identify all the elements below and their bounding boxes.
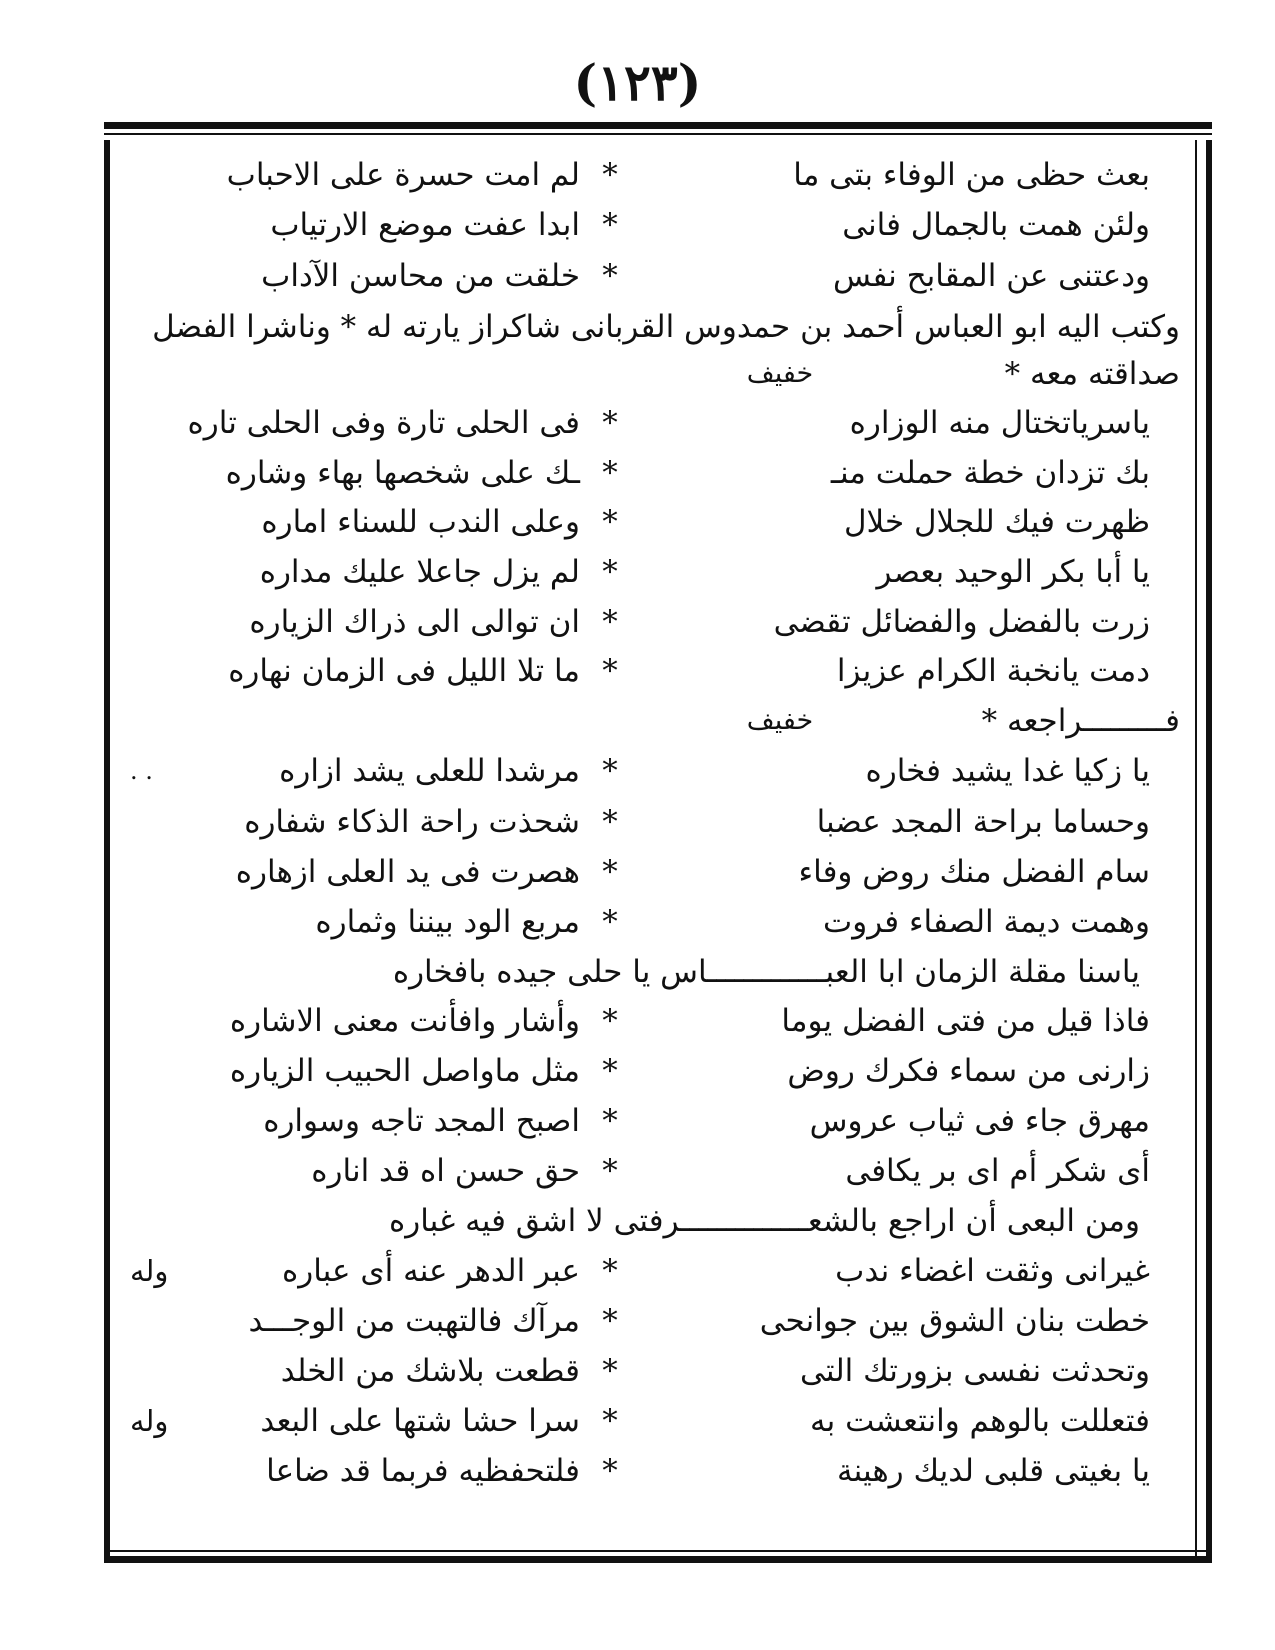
verse-first-hemistich: مهرق جاء فى ثياب عروس bbox=[809, 1103, 1150, 1139]
verse-line bbox=[120, 1146, 1190, 1196]
verse-first-hemistich: بعث حظى من الوفاء بتى ما bbox=[793, 157, 1150, 193]
verse-line bbox=[120, 746, 1190, 796]
hemistich-separator: * bbox=[602, 1053, 618, 1089]
hemistich-separator: * bbox=[602, 258, 618, 294]
hemistich-separator: * bbox=[602, 1253, 618, 1289]
verse-line bbox=[120, 1346, 1190, 1396]
hemistich-separator: * bbox=[602, 1003, 618, 1039]
hemistich-separator: * bbox=[602, 405, 618, 441]
verse-first-hemistich: بك تزدان خطة حملت منـ bbox=[830, 455, 1150, 491]
hemistich-separator: * bbox=[602, 1153, 618, 1189]
top-border-rule bbox=[104, 122, 1212, 129]
hemistich-separator: * bbox=[602, 1403, 618, 1439]
hemistich-separator: * bbox=[602, 1103, 618, 1139]
verse-second-hemistich: لم امت حسرة على الاحباب bbox=[226, 157, 580, 193]
verse-first-hemistich: يا أبا بكر الوحيد بعصر bbox=[876, 554, 1150, 590]
verse-second-hemistich: شحذت راحة الذكاء شفاره bbox=[244, 804, 580, 840]
verse-second-hemistich: سرا حشا شتها على البعد bbox=[260, 1403, 580, 1439]
page-text-body bbox=[120, 150, 1190, 1546]
verse-second-hemistich: ان توالى الى ذراك الزياره bbox=[249, 604, 580, 640]
verse-second-hemistich: عبر الدهر عنه أى عباره bbox=[281, 1253, 580, 1289]
verse-line bbox=[120, 1196, 1190, 1246]
verse-second-hemistich: مثل ماواصل الحبيب الزياره bbox=[229, 1053, 580, 1089]
verse-first-hemistich: ودعتنى عن المقابح نفس bbox=[832, 258, 1150, 294]
verse-second-hemistich: هصرت فى يد العلى ازهاره bbox=[235, 854, 580, 890]
hemistich-separator: * bbox=[602, 753, 618, 789]
verse-line bbox=[120, 646, 1190, 696]
verse-first-hemistich: ظهرت فيك للجلال خلال bbox=[843, 504, 1150, 540]
prose-text: فـــــــــراجعه * bbox=[981, 703, 1180, 739]
verse-second-hemistich: قطعت بلاشك من الخلد bbox=[280, 1353, 580, 1389]
hemistich-separator: * bbox=[602, 455, 618, 491]
meter-label: خفيف bbox=[746, 358, 814, 389]
verse-line bbox=[120, 996, 1190, 1046]
hemistich-separator: * bbox=[602, 1453, 618, 1489]
prose-text: صداقته معه * bbox=[1004, 356, 1180, 392]
verse-line bbox=[120, 497, 1190, 547]
left-border-rule bbox=[104, 140, 110, 1556]
verse-full-line: ياسنا مقلة الزمان ابا العبـــــــــــــاس يا حلى جيده بافخاره bbox=[392, 954, 1140, 990]
hemistich-separator: * bbox=[602, 1303, 618, 1339]
verse-first-hemistich: وحساما براحة المجد عضبا bbox=[816, 804, 1150, 840]
verse-first-hemistich: ياسرياتختال منه الوزاره bbox=[849, 405, 1150, 441]
verse-first-hemistich: خطت بنان الشوق بين جوانحى bbox=[759, 1303, 1150, 1339]
hemistich-separator: * bbox=[602, 653, 618, 689]
hemistich-separator: * bbox=[602, 904, 618, 940]
verse-line bbox=[120, 847, 1190, 897]
verse-second-hemistich: حق حسن اه قد اناره bbox=[311, 1153, 580, 1189]
verse-line bbox=[120, 1396, 1190, 1446]
bottom-border-rule-inner bbox=[104, 1550, 1212, 1552]
verse-second-hemistich: فى الحلى تارة وفى الحلى تاره bbox=[187, 405, 580, 441]
prose-text: وكتب اليه ابو العباس أحمد بن حمدوس القربانى شاكراز يارته له * وناشرا الفضل bbox=[152, 309, 1180, 345]
hemistich-separator: * bbox=[602, 1353, 618, 1389]
verse-first-hemistich: سام الفضل منك روض وفاء bbox=[798, 854, 1150, 890]
verse-first-hemistich: يا بغيتى قلبى لديك رهينة bbox=[836, 1453, 1150, 1489]
margin-dots: . . bbox=[130, 757, 153, 785]
right-border-rule bbox=[1206, 140, 1212, 1556]
verse-second-hemistich: ما تلا الليل فى الزمان نهاره bbox=[228, 653, 580, 689]
bottom-border-rule bbox=[104, 1556, 1212, 1563]
verse-line bbox=[120, 398, 1190, 448]
margin-note: وله bbox=[130, 1404, 169, 1438]
verse-line bbox=[120, 200, 1190, 250]
verse-first-hemistich: غيرانى وثقت اغضاء ندب bbox=[835, 1253, 1150, 1289]
margin-note: وله bbox=[130, 1254, 169, 1288]
hemistich-separator: * bbox=[602, 804, 618, 840]
hemistich-separator: * bbox=[602, 854, 618, 890]
hemistich-separator: * bbox=[602, 504, 618, 540]
verse-line bbox=[120, 947, 1190, 997]
hemistich-separator: * bbox=[602, 157, 618, 193]
verse-first-hemistich: زرت بالفضل والفضائل تقضى bbox=[773, 604, 1150, 640]
verse-second-hemistich: فلتحفظيه فربما قد ضاعا bbox=[266, 1453, 580, 1489]
hemistich-separator: * bbox=[602, 554, 618, 590]
verse-line bbox=[120, 1296, 1190, 1346]
verse-second-hemistich: لم يزل جاعلا عليك مداره bbox=[259, 554, 580, 590]
top-border-rule-inner bbox=[104, 133, 1212, 135]
verse-first-hemistich: أى شكر أم اى بر يكافى bbox=[845, 1153, 1150, 1189]
verse-first-hemistich: زارنى من سماء فكرك روض bbox=[787, 1053, 1150, 1089]
verse-second-hemistich: مرآك فالتهبت من الوجـــد bbox=[248, 1303, 580, 1339]
verse-line bbox=[120, 897, 1190, 947]
verse-first-hemistich: فتعللت بالوهم وانتعشت به bbox=[809, 1403, 1150, 1439]
verse-line bbox=[120, 1046, 1190, 1096]
verse-second-hemistich: ـك على شخصها بهاء وشاره bbox=[225, 455, 580, 491]
verse-second-hemistich: خلقت من محاسن الآداب bbox=[261, 258, 580, 294]
page-number: (١٢٣) bbox=[573, 53, 702, 112]
verse-first-hemistich: فاذا قيل من فتى الفضل يوما bbox=[781, 1003, 1150, 1039]
verse-full-line: ومن البعى أن اراجع بالشعــــــــــــــرفتى لا اشق فيه غباره bbox=[389, 1203, 1140, 1239]
verse-line bbox=[120, 251, 1190, 301]
verse-first-hemistich: وتحدثت نفسى بزورتك التى bbox=[800, 1353, 1150, 1389]
verse-second-hemistich: مرشدا للعلى يشد ازاره bbox=[279, 753, 580, 789]
verse-line bbox=[120, 597, 1190, 647]
prose-line bbox=[120, 696, 1190, 746]
prose-line bbox=[120, 349, 1190, 399]
verse-second-hemistich: اصبح المجد تاجه وسواره bbox=[263, 1103, 580, 1139]
verse-first-hemistich: يا زكيا غدا يشيد فخاره bbox=[865, 753, 1150, 789]
verse-first-hemistich: ولئن همت بالجمال فانى bbox=[842, 207, 1150, 243]
verse-line bbox=[120, 150, 1190, 200]
verse-line bbox=[120, 448, 1190, 498]
meter-label: خفيف bbox=[746, 705, 814, 736]
right-border-rule-inner bbox=[1195, 140, 1197, 1556]
verse-line bbox=[120, 1096, 1190, 1146]
hemistich-separator: * bbox=[602, 604, 618, 640]
prose-line bbox=[120, 302, 1190, 352]
verse-line bbox=[120, 797, 1190, 847]
verse-line bbox=[120, 547, 1190, 597]
verse-line bbox=[120, 1446, 1190, 1496]
verse-first-hemistich: دمت يانخبة الكرام عزيزا bbox=[836, 653, 1150, 689]
hemistich-separator: * bbox=[602, 207, 618, 243]
verse-second-hemistich: وعلى الندب للسناء اماره bbox=[261, 504, 580, 540]
verse-second-hemistich: وأشار وافأنت معنى الاشاره bbox=[229, 1003, 580, 1039]
verse-second-hemistich: مربع الود بيننا وثماره bbox=[315, 904, 580, 940]
verse-second-hemistich: ابدا عفت موضع الارتياب bbox=[270, 207, 580, 243]
verse-line bbox=[120, 1246, 1190, 1296]
verse-first-hemistich: وهمت ديمة الصفاء فروت bbox=[823, 904, 1150, 940]
